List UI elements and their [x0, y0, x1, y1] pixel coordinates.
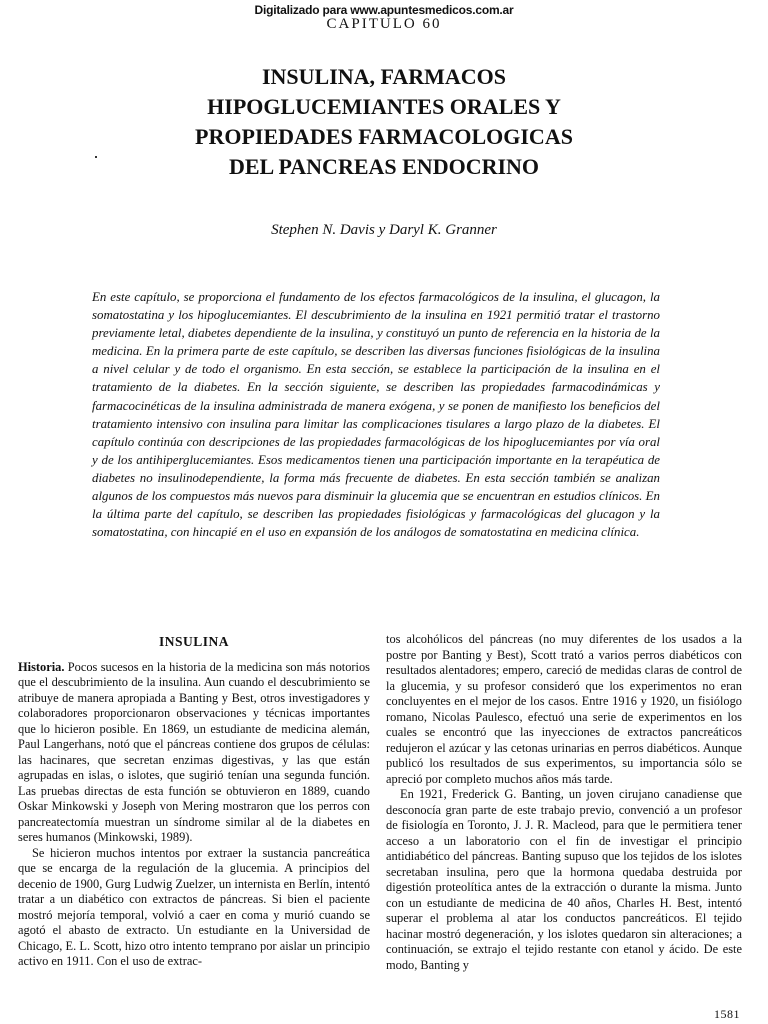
left-column — [18, 632, 370, 970]
right-column — [386, 632, 742, 973]
paragraph: Se hicieron muchos intentos por extraer la sustancia pancreática que se encarga de la regulación de la glucemia. A principios del decenio de 1900, Gurg Ludwig Zuelzer, un internista en Berlín, intentó tratar a un diabético con extractos de páncreas. Si bien el paciente mostró mejoría temporal, volvió a caer en coma y murió cuando se agotó el abasto de extracto. Un estudiante en la Universidad de Chicago, E. L. Scott, hizo otro intento temprano por aislar un principio activo en 1911. Con el uso de extrac- — [18, 845, 370, 968]
authors: Stephen N. Davis y Daryl K. Granner — [271, 222, 497, 238]
paragraph-text: Pocos sucesos en la historia de la medicina son más notorios que el descubrimiento de la insulina. Aun cuando el descubrimiento se atribuye de manera apropiada a Banting y Best, otros investigadores y colaboradores proporcionaron observaciones y técnicas importantes que lo hicieron posible. En 1869, un estudiante de medicina alemán, Paul Langerhans, notó que el páncreas contiene dos grupos de células: las hacinares, que secretan enzimas digestivas, y las que están agrupadas en islas, o islotes, que sugirió tenían una segunda función. Las pruebas directas de esta función se obtuvieron en 1889, cuando Oskar Minkowski y Joseph von Mering mostraron que los perros con pancreatectomía muestran un síndrome similar al de la diabetes en seres humanos (Minkowski, 1989). — [18, 659, 370, 844]
title-line: INSULINA, FARMACOS — [261, 64, 507, 89]
page-number: 1581 — [714, 1007, 740, 1021]
title-line: PROPIEDADES FARMACOLOGICAS — [195, 124, 573, 149]
margin-mark — [95, 156, 97, 158]
title-line: DEL PANCREAS ENDOCRINO — [228, 154, 540, 179]
run-in-heading: Historia. — [18, 659, 65, 674]
paragraph — [18, 660, 370, 846]
section-heading: INSULINA — [158, 634, 230, 649]
title-line: HIPOGLUCEMIANTES ORALES Y — [207, 94, 561, 119]
paragraph: tos alcohólicos del páncreas (no muy diferentes de los usados a la postre por Banting y Best), Scott trató a varios perros diabéticos con resultados alentadores; empero, careció de medidas claras de control de la glucemia, y su profesor consideró que los experimentos no eran concluyentes en el mejor de los casos. Entre 1916 y 1920, un fisiólogo romano, Nicolas Paulesco, efectuó una serie de experimentos en los cuales se encontró que las inyecciones de extractos pancreáticos redujeron el azúcar y las cetonas urinarias en perros diabéticos. Aunque publicó los resultados de sus experimentos, su importancia sólo se apreció por completo muchos años más tarde. — [386, 632, 742, 786]
chapter-abstract: En este capítulo, se proporciona el fundamento de los efectos farmacológicos de la insulina, el glucagon, la somatostatina y los hipoglucemiantes. El descubrimiento de la insulina en 1921 permitió tratar el trastorno previamente letal, diabetes dependiente de la insulina, y constituyó un punto de referencia en la historia de la medicina. En la primera parte de este capítulo, se describen las diversas funciones fisiológicas de la insulina a nivel celular y de todo el organismo. En esta sección, se establece la participación de la insulina en el tratamiento de la diabetes. En la sección siguiente, se describen las propiedades farmacodinámicas y farmacocinéticas de la insulina administrada de manera exógena, y se ponen de manifiesto los beneficios del tratamiento intensivo con insulina para limitar las complicaciones tisulares a largo plazo de la diabetes. El capítulo continúa con descripciones de las propiedades farmacológicas de los hipoglucemiantes por vía oral y de los antihiperglucemiantes. Esos medicamentos tienen una participación importante en la terapéutica de diabetes no insulinodependiente, la forma más frecuente de diabetes. En esta sección también se analizan algunos de los compuestos más nuevos para disminuir la glucemia que se encuentran en estudios clínicos. En la última parte del capítulo, se describen las propiedades fisiológicas y farmacológicas del glucagon y la somatostatina, con hincapié en el uso en expansión de los análogos de somatostatina en medicina clínica. — [92, 290, 660, 540]
chapter-number: CAPITULO 60 — [326, 16, 442, 32]
source-banner: Digitalizado para www.apuntesmedicos.com.ar — [254, 3, 514, 17]
chapter-title — [80, 62, 688, 182]
paragraph: En 1921, Frederick G. Banting, un joven cirujano canadiense que desconocía gran parte de este trabajo previo, convenció a un profesor de fisiología en Toronto, J. J. R. Macleod, para que le permitiera tener acceso a un laboratorio con el fin de investigar el principio antidiabético del páncreas. Banting supuso que los tejidos de los islotes secretaban insulina, pero que la hormona quedaba destruida por digestión proteolítica antes de la extracción o durante la misma. Junto con un estudiante de medicina de 40 años, Charles H. Best, intentó superar el problema al atar los conductos pancreáticos. El tejido hacinar mostró degeneración, y los islotes quedaron sin alteraciones; a continuación, se extrajo el tejido restante con etanol y ácido. De este modo, Banting y — [386, 787, 742, 972]
